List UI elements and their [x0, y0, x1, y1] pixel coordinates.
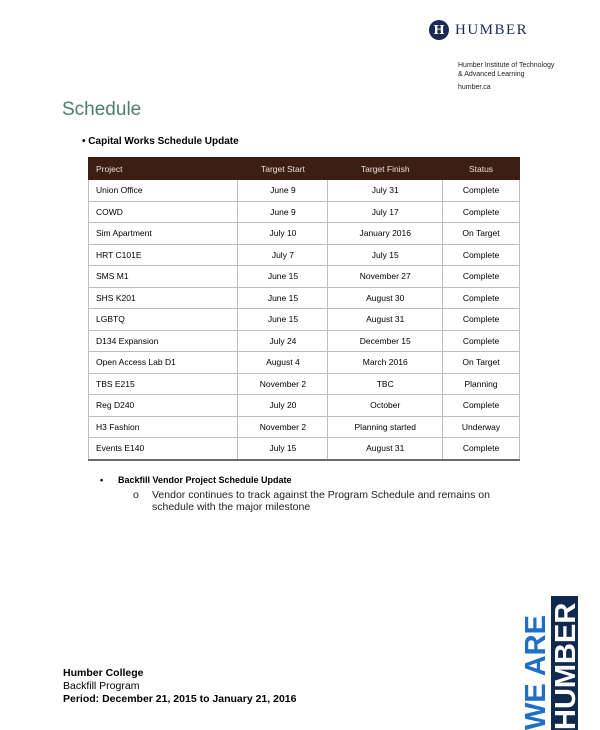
cell-project: Open Access Lab D1: [89, 352, 238, 374]
backfill-vendor-heading: [100, 475, 292, 485]
cell-target-start: June 9: [238, 180, 328, 202]
cell-target-start: November 2: [238, 373, 328, 395]
cell-status: Complete: [443, 201, 520, 223]
cell-status: Complete: [443, 287, 520, 309]
cell-target-start: August 4: [238, 352, 328, 374]
backfill-note-line-2: schedule with the major milestone: [152, 501, 311, 513]
capital-works-label: Capital Works Schedule Update: [88, 136, 239, 147]
cell-project: D134 Expansion: [89, 330, 238, 352]
cell-status: Complete: [443, 244, 520, 266]
backfill-vendor-label: Backfill Vendor Project Schedule Update: [118, 475, 292, 485]
table-header-row: [89, 158, 520, 180]
banner-humber-text: HUMBER: [550, 602, 582, 730]
cell-target-start: June 15: [238, 309, 328, 331]
table-row: [89, 438, 520, 460]
table-row: [89, 223, 520, 245]
cell-target-start: November 2: [238, 416, 328, 438]
cell-project: SMS M1: [89, 266, 238, 288]
cell-target-finish: August 30: [328, 287, 443, 309]
cell-target-finish: November 27: [328, 266, 443, 288]
table-row: [89, 180, 520, 202]
page-title: Schedule: [62, 99, 142, 120]
table-row: [89, 395, 520, 417]
cell-target-start: July 7: [238, 244, 328, 266]
website-link[interactable]: humber.ca: [458, 84, 491, 91]
humber-logo-text: HUMBER: [455, 21, 529, 38]
cell-project: Sim Apartment: [89, 223, 238, 245]
cell-target-finish: July 15: [328, 244, 443, 266]
cell-project: SHS K201: [89, 287, 238, 309]
humber-logo-icon: H: [429, 20, 449, 40]
cell-status: On Target: [443, 352, 520, 374]
footer-college: Humber College: [63, 667, 144, 679]
cell-target-finish: October: [328, 395, 443, 417]
cell-target-start: July 15: [238, 438, 328, 460]
cell-project: TBS E215: [89, 373, 238, 395]
institution-line-1: Humber Institute of Technology: [458, 62, 555, 69]
bullet-icon: •: [100, 475, 104, 485]
footer-program: Backfill Program: [63, 680, 140, 692]
cell-target-finish: August 31: [328, 309, 443, 331]
backfill-vendor-note: [133, 489, 490, 501]
cell-project: H3 Fashion: [89, 416, 238, 438]
schedule-table-body: [89, 180, 520, 460]
cell-project: Union Office: [89, 180, 238, 202]
cell-target-finish: TBC: [328, 373, 443, 395]
cell-status: Complete: [443, 330, 520, 352]
capital-works-heading: [82, 136, 239, 147]
cell-status: On Target: [443, 223, 520, 245]
table-row: [89, 416, 520, 438]
cell-target-start: July 10: [238, 223, 328, 245]
bullet-icon: •: [82, 136, 86, 147]
table-row: [89, 309, 520, 331]
cell-status: Complete: [443, 180, 520, 202]
cell-target-start: July 20: [238, 395, 328, 417]
table-row: [89, 266, 520, 288]
cell-target-finish: Planning started: [328, 416, 443, 438]
cell-status: Complete: [443, 438, 520, 460]
cell-target-finish: July 17: [328, 201, 443, 223]
institution-line-2: & Advanced Learning: [458, 71, 525, 78]
cell-status: Complete: [443, 395, 520, 417]
cell-target-start: July 24: [238, 330, 328, 352]
cell-target-start: June 15: [238, 287, 328, 309]
cell-project: Events E140: [89, 438, 238, 460]
cell-target-start: June 15: [238, 266, 328, 288]
cell-status: Complete: [443, 309, 520, 331]
cell-status: Planning: [443, 373, 520, 395]
cell-target-finish: July 31: [328, 180, 443, 202]
institution-name: [458, 61, 554, 79]
table-row: [89, 373, 520, 395]
table-row: [89, 352, 520, 374]
cell-target-finish: March 2016: [328, 352, 443, 374]
banner-we-are-text: WE ARE: [520, 615, 552, 730]
column-header-status: Status: [443, 158, 520, 180]
table-row: [89, 244, 520, 266]
cell-target-finish: December 15: [328, 330, 443, 352]
column-header-target-finish: Target Finish: [328, 158, 443, 180]
cell-project: Reg D240: [89, 395, 238, 417]
humber-logo: [429, 20, 528, 40]
column-header-project: Project: [89, 158, 238, 180]
sub-bullet-icon: o: [133, 489, 139, 501]
column-header-target-start: Target Start: [238, 158, 328, 180]
cell-status: Underway: [443, 416, 520, 438]
schedule-table: [88, 157, 520, 461]
backfill-note-line-1: Vendor continues to track against the Program Schedule and remains on: [152, 489, 490, 501]
table-row: [89, 287, 520, 309]
footer-period: Period: December 21, 2015 to January 21, 2016: [63, 693, 297, 705]
cell-status: Complete: [443, 266, 520, 288]
cell-target-start: June 9: [238, 201, 328, 223]
we-are-humber-banner: [520, 596, 582, 730]
cell-target-finish: January 2016: [328, 223, 443, 245]
table-row: [89, 330, 520, 352]
cell-project: COWD: [89, 201, 238, 223]
cell-project: HRT C101E: [89, 244, 238, 266]
cell-target-finish: August 31: [328, 438, 443, 460]
table-row: [89, 201, 520, 223]
cell-project: LGBTQ: [89, 309, 238, 331]
